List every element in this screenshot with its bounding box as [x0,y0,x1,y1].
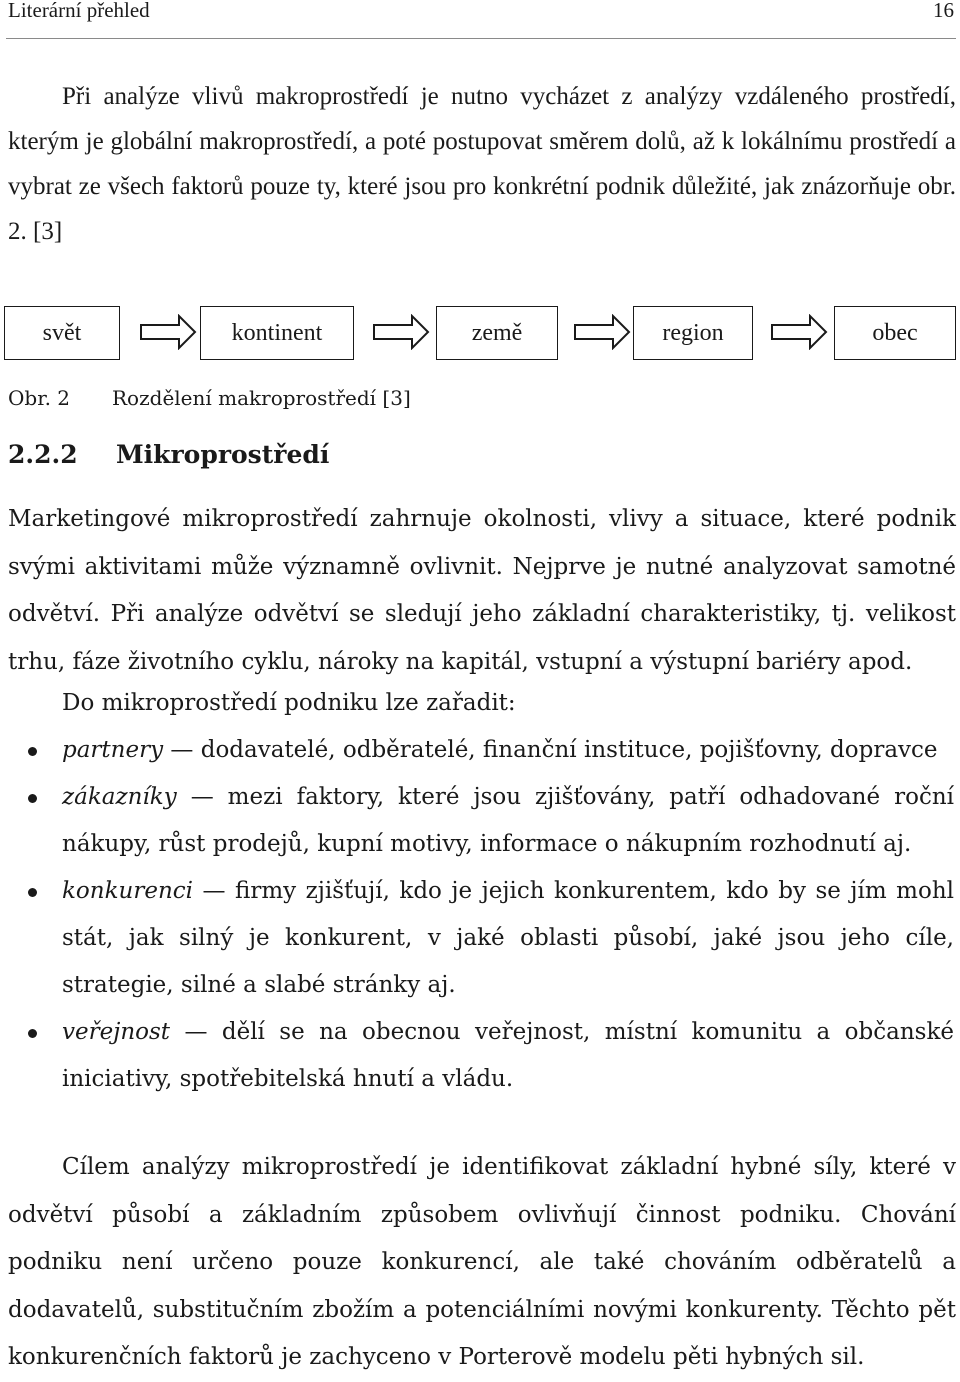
list-text: — dělí se na obecnou veřejnost, místní komunitu a občanské iniciativy, spotřebitelská hnutí a vládu. [62,1019,954,1092]
bullet-icon [28,1029,37,1038]
list-term: partnery [62,737,164,763]
bullet-icon [28,747,37,756]
hollow-right-arrow-icon [372,314,430,350]
list-term: zákazníky [62,784,177,810]
diagram-box-municipality: obec [834,306,956,360]
list-item [0,868,954,1009]
diagram-box-world: svět [4,306,120,360]
caption-label: Obr. 2 [8,386,71,410]
list-term: konkurenci [62,878,194,904]
list-item [0,727,954,774]
section-number: 2.2.2 [8,440,78,469]
paragraph-microenvironment: Marketingové mikroprostředí zahrnuje okolnosti, vlivy a situace, které podnik svými aktivitami může významně ovlivnit. Nejprve je nutné analyzovat samotné odvětví. Při analýze odvětví se sledují jeho základní charakteristiky, tj. velikost trhu, fáze životního cyklu, nároky na kapitál, vstupní a výstupní bariéry apod. [8,506,956,675]
section-title: Mikroprostředí [116,440,330,469]
caption-text: Rozdělení makroprostředí [3] [112,386,411,410]
list-intro: Do mikroprostředí podniku lze zařadit: [62,690,516,716]
bullet-icon [28,794,37,803]
list-text: — firmy zjišťují, kdo je jejich konkurentem, kdo by se jím mohl stát, jak silný je konkurent, v jaké oblasti působí, jaké jsou jeho cíle, strategie, silné a slabé stránky aj. [62,878,954,998]
microenvironment-list [0,727,960,1103]
hollow-right-arrow-icon [139,314,197,350]
list-term: veřejnost [62,1019,171,1045]
paragraph-intro [8,74,956,254]
paragraph-intro-text: Při analýze vlivů makroprostředí je nutno vycházet z analýzy vzdáleného prostředí, kterým je globální makroprostředí, a poté postupovat směrem dolů, až k lokálnímu prostředí a vybrat ze všech faktorů pouze ty, které jsou pro konkrétní podnik důležité, jak znázorňuje obr. 2. [3] [8,83,956,245]
bullet-icon [28,888,37,897]
hollow-right-arrow-icon [770,314,828,350]
diagram-box-country: země [436,306,558,360]
paragraph-conclusion [8,1144,956,1382]
list-text: — mezi faktory, které jsou zjišťovány, patří odhadované roční nákupy, růst prodejů, kupní motivy, informace o nákupním rozhodnutí aj. [62,784,954,857]
list-text: — dodavatelé, odběratelé, finanční instituce, pojišťovny, dopravce [163,737,938,763]
diagram-box-region: region [633,306,753,360]
hollow-right-arrow-icon [573,314,631,350]
environment-diagram [0,306,960,364]
page-header [0,0,960,30]
header-rule [6,38,956,39]
paragraph-conclusion-text: Cílem analýzy mikroprostředí je identifikovat základní hybné síly, které v odvětví působí a základním způsobem ovlivňují činnost podniku. Chování podniku není určeno pouze konkurencí, ale také chováním odběratelů a dodavatelů, substitučním zbožím a potenciálními novými konkurenty. Těchto pět konkurenčních faktorů je zachyceno v Porterově modelu pěti hybných sil. [8,1154,956,1370]
page-number: 16 [933,0,954,22]
list-item [0,774,954,868]
running-title: Literární přehled [8,0,150,22]
diagram-box-continent: kontinent [200,306,354,360]
list-item [0,1009,954,1103]
